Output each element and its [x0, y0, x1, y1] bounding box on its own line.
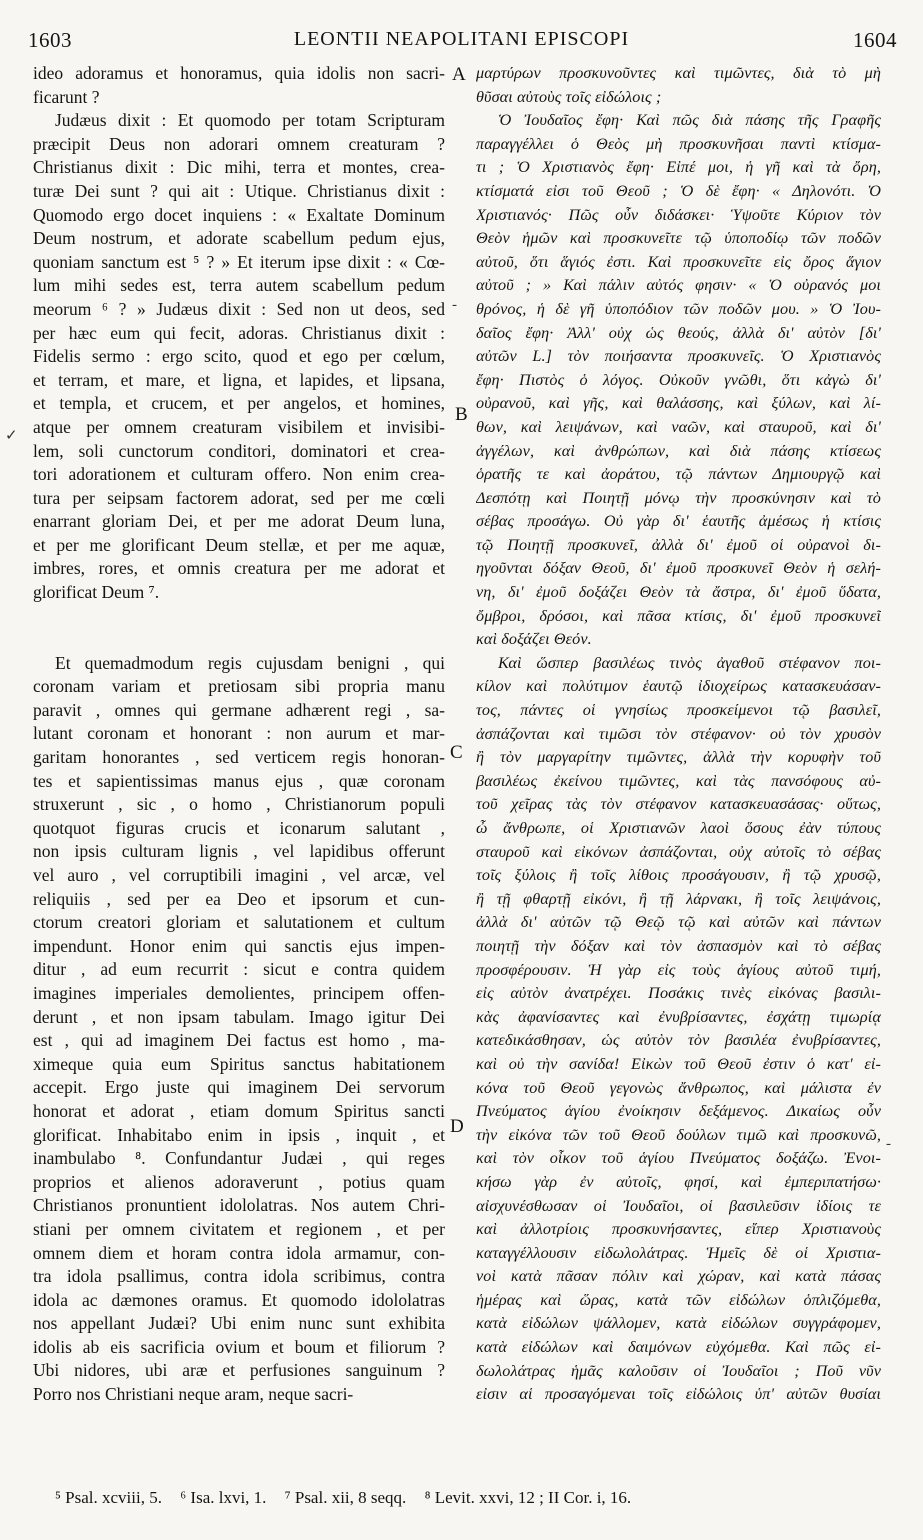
- footnote-7: ⁷ Psal. xii, 8 seqq.: [284, 1488, 407, 1507]
- text-line: atque per omnem creaturam visibilem et invisibi-: [33, 416, 445, 437]
- text-line: ὁρατῆς τε καὶ ἀοράτου, τῷ πάντων Δημιουργῷ καὶ: [476, 465, 881, 484]
- text-line: tra idola psallimus, contra idola scribimus, contra: [33, 1266, 445, 1287]
- text-line: ποιητῇ τὴν δόξαν καὶ τὸν ἀσπασμὸν καὶ τὸ σέβας: [476, 936, 881, 955]
- text-line: omnem diem et horam contra idola armamur, con-: [33, 1242, 445, 1263]
- text-line: glorificat. Inhabitabo enim in ipsis , inquit , et: [33, 1124, 445, 1145]
- text-line: Ubi nidores, ubi aræ et perfusiones sanguinum ?: [33, 1360, 445, 1381]
- running-title: LEONTII NEAPOLITANI EPISCOPI: [293, 28, 630, 50]
- page-number-right: 1604: [853, 28, 897, 52]
- text-line: ἀλλὰ δι' αὐτῶν τῷ Θεῷ τῷ καὶ αὐτῶν καὶ πάντων: [476, 913, 881, 932]
- text-line: ctorum creatori gloriam et salutationem et cultum: [33, 912, 445, 933]
- margin-marker-d: D: [450, 1116, 464, 1137]
- text-line: νοὶ κατὰ πᾶσαν πόλιν καὶ χώραν, καὶ κατὰ πάσας: [476, 1267, 881, 1286]
- text-line: κτίσματά εἰσι τοῦ Θεοῦ ; Ὁ δὲ ἔφη· « Δηλονότι. Ὁ: [476, 181, 881, 200]
- text-line: εἰς αὐτὸν ἀνατρέχει. Ποσάκις τινὲς εἰκόνας βασιλι-: [476, 984, 881, 1003]
- text-line: lutant coronam et honorant : non aurum et mar-: [33, 723, 445, 744]
- greek-column: [476, 62, 881, 1407]
- text-line: αἰσχυνέσθωσαν οἱ Ἰουδαῖοι, οἱ βασιλεῦσιν ἰδίοις τε: [476, 1196, 881, 1215]
- text-line: κατεδικάσθησαν, ὡς αὐτὸν τὸν βασιλέα ἐνυβρίσαντες,: [476, 1031, 881, 1050]
- text-line: Et quemadmodum regis cujusdam benigni , qui: [55, 652, 445, 673]
- text-line: ximeque quia eum Spiritus sanctus habitationem: [33, 1053, 445, 1074]
- text-line: garitam honorantes , sed verticem regis honoran-: [33, 747, 445, 768]
- text-line: ἀσπάζονται καὶ τιμῶσι τὸν στέφανον· οὐ τὸν χρυσὸν: [476, 724, 881, 743]
- text-line: κὰς ἀφανίσαντες καὶ ἐνυβρίσαντες, ἐσχάτῃ τιμωρίᾳ: [476, 1007, 881, 1026]
- text-line: θρόνος, ἡ δὲ γῆ ὑποπόδιον τῶν ποδῶν μου. » Ὁ Ἰου-: [476, 299, 881, 318]
- text-line: coronam variam et pretiosam sibi propria manu: [33, 676, 445, 697]
- text-line: δαῖος ἔφη· Ἀλλ' οὐχ ὡς θεούς, ἀλλὰ δι' αὐτὸν [δι': [476, 323, 881, 342]
- text-line: ηγοῦνται δόξαν Θεοῦ, δι' ἐμοῦ προσκυνεῖ Θεὸν ἡ σελή-: [476, 559, 881, 578]
- text-line: κήσω γὰρ ἐν αὐτοῖς, φησί, καὶ ἐμπεριπατήσω·: [476, 1172, 881, 1191]
- margin-tick: -: [886, 1136, 891, 1152]
- text-line: est , qui ad imaginem Dei factus est homo , ma-: [33, 1030, 445, 1051]
- text-line: imbres, rores, et omnis creatura per me adorat et: [33, 558, 445, 579]
- text-line: βασιλέως ἐκείνου τιμῶντες, καὶ τὰς πανσόφους αὐ-: [476, 771, 881, 790]
- text-line: ἢ τὸν μαργαρίτην τιμῶντες, ἀλλὰ τὴν κορυφὴν τοῦ: [476, 748, 881, 767]
- text-line: ideo adoramus et honoramus, quia idolis non sacri-: [33, 63, 445, 83]
- text-line: εἰσιν αἱ προσαγόμεναι τοῖς εἰδώλοις ὑπ' αὐτῶν θυσίαι: [476, 1385, 881, 1404]
- footnote-5: ⁵ Psal. xcviii, 5.: [55, 1488, 162, 1507]
- text-line: τοῖς ξύλοις ἢ τοῖς λίθοις προσάγουσιν, ἢ τῷ χρυσῷ,: [476, 866, 881, 885]
- text-line: μαρτύρων προσκυνοῦντες καὶ τιμῶντες, διὰ τὸ μὴ: [476, 64, 881, 82]
- text-line: quotquot figuras crucis et iconarum salutant ,: [33, 817, 445, 838]
- text-line: αὐτῶν L.] τὸν ποιήσαντα προσκυνεῖς. Ὁ Χριστιανὸς: [476, 347, 881, 366]
- text-line: tura per seipsam factorem adorat, sed per me cœli: [33, 487, 445, 508]
- text-line: turæ Dei sunt ? qui ait : Utique. Christianus dixit :: [33, 180, 445, 201]
- text-line: ἀγγέλων, καὶ ἀνθρώπων, καὶ διὰ πάσης κτίσεως: [476, 441, 881, 460]
- text-line: ficarunt ?: [33, 86, 100, 107]
- text-line: Χριστιανός· Πῶς οὖν διδάσκει· Ὑψοῦτε Κύριον τὸν: [476, 205, 881, 224]
- text-line: idolis ab eis sacrificia ovium et boum et filiorum ?: [33, 1336, 445, 1357]
- margin-check-mark: ✓: [5, 428, 18, 444]
- paragraph-gap: [33, 605, 445, 652]
- text-line: ἔφη· Πιστὸς ὁ λόγος. Οὐκοῦν γνῶθι, ὅτι κἀγὼ δι': [476, 370, 881, 389]
- text-line: Porro nos Christiani neque aram, neque sacri-: [33, 1384, 354, 1405]
- text-line: σταυροῦ καὶ εἰκόνων ἀσπάζονται, οὐχ αὐτοῖς τὸ σέβας: [476, 842, 881, 861]
- text-line: tes et sapientissimas manus ejus , quæ coronam: [33, 770, 445, 791]
- text-line: αὐτοῦ, ὅτι ἅγιός ἐστι. Καὶ προσκυνεῖτε εἰς ὄρος ἅγιον: [476, 252, 881, 271]
- text-line: κίλον καὶ πολύτιμον ἑαυτῷ ἰδιοχείρως κατασκευάσαν-: [476, 677, 881, 696]
- text-line: καὶ οὐ τὴν σανίδα! Εἰκὼν τοῦ Θεοῦ ἐστιν ὁ κατ' εἰ-: [476, 1054, 881, 1073]
- text-line: ditur , ad eum recurrit : sicut e contra quidem: [33, 959, 445, 980]
- text-line: καὶ τὸν οἶκον τοῦ ἁγίου Πνεύματος δοξάζω. Ἐνοι-: [476, 1149, 881, 1168]
- text-line: stiani per omnem civitatem et regionem , et per: [33, 1218, 445, 1239]
- text-line: τος, πάντες οἱ γνησίως προσκείμενοι τῷ βασιλεῖ,: [476, 701, 881, 720]
- text-line: δωλολάτρας ἡμᾶς καλοῦσιν οἱ Ἰουδαῖοι ; Ποῦ νῦν: [476, 1361, 881, 1380]
- text-line: imagines imperiales demolientes, principem offen-: [33, 982, 445, 1003]
- text-line: σέβας προσάγω. Οὐ γὰρ δι' ἑαυτῆς ἀμέσως ἡ κτίσις: [476, 512, 881, 531]
- text-line: Fidelis sermo : ergo scito, quod et ego per cœlum,: [33, 346, 445, 367]
- text-line: lem, soli cunctorum conditori, dominatori et crea-: [33, 440, 445, 461]
- text-line: τῷ Ποιητῇ προσκυνεῖ, ἀλλὰ δι' ἐμοῦ οἱ οὐρανοὶ δι-: [476, 535, 881, 554]
- text-line: per hæc eum qui fecit, adoras. Christianus dixit :: [33, 322, 445, 343]
- margin-marker-b: B: [455, 404, 468, 425]
- text-line: accepit. Ergo juste qui imaginem Dei servorum: [33, 1077, 445, 1098]
- text-line: ὦ ἄνθρωπε, οἱ Χριστιανῶν λαοὶ ὅσους ἐὰν τύπους: [476, 819, 881, 837]
- text-line: Christianus dixit : Dic mihi, terra et montes, crea-: [33, 157, 445, 178]
- text-line: non ipsis culturam lignis , vel lapidibus offerunt: [33, 841, 445, 862]
- text-line: Quomodo ergo docet inquiens : « Exaltate Dominum: [33, 204, 445, 225]
- text-line: κόνα τοῦ Θεοῦ γεγονὼς ἄνθρωπος, καὶ μάλιστα ἐν: [476, 1078, 881, 1097]
- text-line: Καὶ ὥσπερ βασιλέως τινὸς ἀγαθοῦ στέφανον ποι-: [498, 653, 881, 672]
- text-line: ὄμβροι, δρόσοι, καὶ πᾶσα κτίσις, δι' ἐμοῦ προσκυνεῖ: [476, 606, 881, 625]
- text-line: κατὰ εἰδώλων ψάλλομεν, κατὰ εἰδώλων συγγράφομεν,: [476, 1314, 881, 1333]
- text-line: lum mihi sedes est, terra autem scabellum pedum: [33, 275, 445, 296]
- text-line: παραγγέλλει ὁ Θεὸς μὴ προσκυνῆσαι παντὶ κτίσμα-: [476, 134, 881, 153]
- text-line: ἢ τῇ φθαρτῇ εἰκόνι, ἢ τῇ λάρνακι, ἢ τοῖς λειψάνοις,: [476, 889, 881, 908]
- footnote-8: ⁸ Levit. xxvi, 12 ; II Cor. i, 16.: [424, 1488, 632, 1507]
- text-line: θῦσαι αὐτοὺς τοῖς εἰδώλοις ;: [476, 87, 662, 106]
- margin-marker-a: A: [452, 64, 466, 85]
- page-number-left: 1603: [28, 28, 72, 52]
- latin-column: [33, 62, 445, 1407]
- text-line: vel auro , vel corruptibili imagini , vel arcæ, vel: [33, 865, 445, 885]
- text-line: νη, δι' ἐμοῦ δοξάζει Θεὸν τὰ ἄστρα, δι' ἐμοῦ ὕδατα,: [476, 583, 881, 602]
- text-line: τὴν εἰκόνα τῶν τοῦ Θεοῦ δούλων τιμῶ καὶ προσκυνῶ,: [476, 1125, 881, 1144]
- text-line: et terram, et mare, et ligna, et lapides, et lipsana,: [33, 369, 445, 390]
- text-line: Deum nostrum, et adorate scabellum pedum ejus,: [33, 228, 445, 249]
- margin-tick: -: [452, 297, 457, 313]
- text-line: proprios et alienos adoraverunt , potius quam: [33, 1171, 445, 1192]
- text-line: idola ac dæmones oramus. Et quomodo idololatras: [33, 1289, 445, 1310]
- text-line: derunt , et non ipsam tabulam. Imago igitur Dei: [33, 1006, 445, 1027]
- text-line: præcipit Deus non adorari omnem creaturam ?: [33, 133, 445, 154]
- text-line: Ὁ Ἰουδαῖος ἔφη· Καὶ πῶς διὰ πάσης τῆς Γραφῆς: [498, 111, 881, 130]
- text-line: paravit , omnes qui germane adhærent regi , sa-: [33, 699, 445, 720]
- text-line: enarrant gloriam Dei, et per me adorat Deum luna,: [33, 511, 445, 532]
- text-line: Christianos pronuntient idololatras. Nos autem Chri-: [33, 1195, 445, 1216]
- text-line: Πνεύματος ἁγίου ἐνοίκησιν δεξάμενος. Δικαίως οὖν: [476, 1102, 881, 1121]
- text-line: quoniam sanctum est ⁵ ? » Et iterum ipse dixit : « Cœ-: [33, 251, 445, 272]
- text-line: κατὰ εἰδώλων καὶ δαιμόνων εὐχόμεθα. Καὶ πῶς εἰ-: [476, 1338, 881, 1357]
- text-line: et templa, et crucem, et per angelos, et homines,: [33, 393, 445, 414]
- text-line: καταγγέλλουσιν εἰδωλολάτρας. Ἡμεῖς δὲ οἱ Χριστια-: [476, 1243, 881, 1262]
- text-line: honorat et adorat , etiam domum Spiritus sancti: [33, 1100, 445, 1121]
- text-line: καὶ ἀλλοτρίοις προσκυνήσαντες, εἴπερ Χριστιανοὺς: [476, 1220, 881, 1239]
- text-line: τι ; Ὁ Χριστιανὸς ἔφη· Εἰπέ μοι, ἡ γῆ καὶ τὰ ὄρη,: [476, 158, 881, 177]
- footnotes: [55, 1488, 885, 1508]
- text-line: ἡμέρας καὶ ὥρας, κατὰ τῶν εἰδώλων ὁπλιζόμεθα,: [476, 1290, 881, 1309]
- text-line: meorum ⁶ ? » Judæus dixit : Sed non ut deos, sed: [33, 298, 445, 319]
- text-line: τοῦ χεῖρας τὰς τὸν στέφανον κατασκευασάσας· οὕτως,: [476, 795, 881, 814]
- text-line: inambulabo ⁸. Confundantur Judæi , qui reges: [33, 1148, 445, 1169]
- text-line: αὐτοῦ ; » Καὶ πάλιν αὐτός φησιν· « Ὁ οὐρανός μοι: [476, 276, 881, 295]
- text-line: προσφέρουσιν. Ἡ γὰρ εἰς τοὺς ἁγίους αὐτοῦ τιμή,: [476, 960, 881, 979]
- text-line: Judæus dixit : Et quomodo per totam Scripturam: [55, 110, 445, 131]
- text-line: Δεσπότῃ καὶ Ποιητῇ μόνῳ τὴν προσκύνησιν καὶ τὸ: [476, 488, 881, 507]
- text-line: reliquiis , sed per ea Deo et ipsorum et cun-: [33, 888, 445, 909]
- text-line: nos appellant Judæi? Ubi enim nunc sunt exhibita: [33, 1313, 445, 1334]
- text-line: καὶ δοξάζει Θεόν.: [476, 630, 592, 649]
- text-line: οὐρανοῦ, καὶ γῆς, καὶ θαλάσσης, καὶ ξύλων, καὶ λί-: [476, 394, 881, 413]
- text-line: impendunt. Honor enim qui sanctis ejus impen-: [33, 935, 445, 956]
- margin-marker-c: C: [450, 742, 463, 763]
- footnote-6: ⁶ Isa. lxvi, 1.: [180, 1488, 267, 1507]
- text-line: glorificat Deum ⁷.: [33, 582, 160, 603]
- text-line: et per me glorificant Deum stellæ, et per me aquæ,: [33, 534, 445, 555]
- text-line: struxerunt , sic , o homo , Christianorum populi: [33, 794, 445, 815]
- text-line: Θεὸν ἡμῶν καὶ προσκυνεῖτε τῷ ὑποποδίῳ τῶν ποδῶν: [476, 229, 881, 248]
- text-line: θων, καὶ λειψάνων, καὶ ναῶν, καὶ σταυροῦ, καὶ δι': [476, 417, 881, 436]
- text-line: tori adorationem et culturam offero. Non enim crea-: [33, 464, 445, 485]
